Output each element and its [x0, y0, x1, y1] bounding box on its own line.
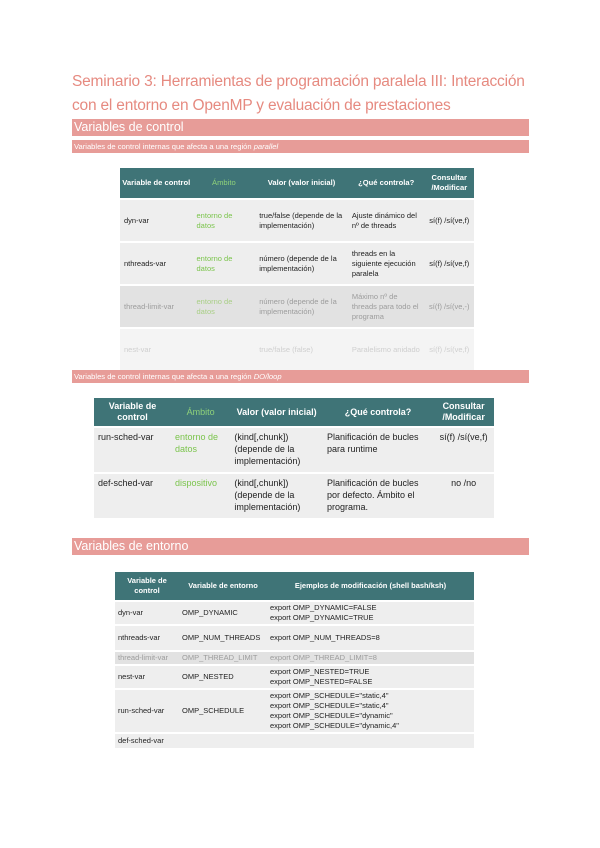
- cell-examples: [267, 665, 474, 689]
- table-header-row: [94, 398, 494, 427]
- cell-query: sí(f) /sí(ve,f): [433, 427, 494, 473]
- subheading-loop-em: DO/loop: [253, 372, 282, 381]
- cell-controls: threads en la siguiente ejecución paralela: [348, 242, 425, 285]
- col-header-examples: Ejemplos de modificación (shell bash/ksh): [267, 572, 474, 601]
- cell-variable: nest-var: [120, 328, 193, 370]
- section-heading-control-vars: Variables de control: [72, 119, 529, 136]
- cell-examples: [267, 733, 474, 748]
- env-vars-table: [115, 572, 474, 748]
- subheading-parallel: [72, 140, 529, 153]
- table-row: [120, 285, 474, 328]
- cell-query: sí(f) /sí(ve,f): [425, 199, 475, 242]
- example-line: export OMP_DYNAMIC=TRUE: [270, 613, 374, 622]
- example-line: export OMP_NUM_THREADS=8: [270, 633, 380, 642]
- table-row: [120, 328, 474, 370]
- cell-control-var: dyn-var: [115, 601, 179, 625]
- cell-controls: Paralelismo anidado: [348, 328, 425, 370]
- example-line: export OMP_DYNAMIC=FALSE: [270, 603, 377, 612]
- cell-control-var: def-sched-var: [115, 733, 179, 748]
- cell-examples: [267, 601, 474, 625]
- cell-control-var: nthreads-var: [115, 625, 179, 651]
- cell-controls: Ajuste dinámico del nº de threads: [348, 199, 425, 242]
- cell-scope: entorno de datos: [193, 285, 256, 328]
- cell-variable: nthreads-var: [120, 242, 193, 285]
- col-header-scope: Ámbito: [171, 398, 230, 427]
- table-row: [115, 651, 474, 665]
- col-header-value: Valor (valor inicial): [230, 398, 323, 427]
- example-line: export OMP_SCHEDULE="dynamic": [270, 711, 393, 720]
- cell-query: sí(f) /sí(ve,f): [425, 328, 475, 370]
- table-row: [115, 689, 474, 733]
- document-title: Seminario 3: Herramientas de programación paralela III: Interacción con el entorno en OpenMP y evaluación de prestaciones: [72, 73, 525, 114]
- col-header-value: Valor (valor inicial): [255, 168, 348, 199]
- cell-scope: [193, 328, 256, 370]
- cell-env-var: OMP_DYNAMIC: [179, 601, 267, 625]
- cell-value: número (depende de la implementación): [255, 285, 348, 328]
- table-header-row: [120, 168, 474, 199]
- cell-env-var: OMP_NESTED: [179, 665, 267, 689]
- col-header-controls: ¿Qué controla?: [323, 398, 433, 427]
- cell-variable: def-sched-var: [94, 473, 171, 518]
- example-line: export OMP_NESTED=FALSE: [270, 677, 373, 686]
- cell-controls: Planificación de bucles para runtime: [323, 427, 433, 473]
- cell-controls: Planificación de bucles por defecto. Ámbito el programa.: [323, 473, 433, 518]
- cell-examples: [267, 651, 474, 665]
- col-header-variable: Variable de control: [94, 398, 171, 427]
- control-vars-loop-table: [94, 398, 494, 518]
- cell-control-var: thread-limit-var: [115, 651, 179, 665]
- cell-value: true/false (false): [255, 328, 348, 370]
- subheading-loop: [72, 370, 529, 383]
- cell-variable: thread-limit-var: [120, 285, 193, 328]
- cell-examples: [267, 625, 474, 651]
- example-line: export OMP_THREAD_LIMIT=8: [270, 653, 377, 662]
- example-line: export OMP_SCHEDULE="static,4": [270, 701, 389, 710]
- control-vars-parallel-table: [120, 168, 474, 370]
- cell-examples: [267, 689, 474, 733]
- subheading-parallel-em: parallel: [253, 142, 279, 151]
- example-line: export OMP_SCHEDULE="static,4": [270, 691, 389, 700]
- cell-env-var: [179, 733, 267, 748]
- cell-value: número (depende de la implementación): [255, 242, 348, 285]
- subheading-parallel-text: Variables de control internas que afecta a una región: [74, 142, 254, 151]
- table-row: [115, 601, 474, 625]
- table-row: [115, 733, 474, 748]
- col-header-scope: Ámbito: [193, 168, 256, 199]
- example-line: export OMP_NESTED=TRUE: [270, 667, 370, 676]
- col-header-controls: ¿Qué controla?: [348, 168, 425, 199]
- cell-query: sí(f) /sí(ve,-): [425, 285, 475, 328]
- cell-value: (kind[,chunk]) (depende de la implementación): [230, 427, 323, 473]
- cell-value: (kind[,chunk]) (depende de la implementación): [230, 473, 323, 518]
- col-header-variable: Variable de control: [120, 168, 193, 199]
- col-header-control-var: Variable de control: [115, 572, 179, 601]
- cell-control-var: nest-var: [115, 665, 179, 689]
- cell-variable: dyn-var: [120, 199, 193, 242]
- table-row: [120, 242, 474, 285]
- table-row: [94, 427, 494, 473]
- section-heading-env-vars: Variables de entorno: [72, 538, 529, 555]
- cell-env-var: OMP_NUM_THREADS: [179, 625, 267, 651]
- cell-scope: entorno de datos: [193, 199, 256, 242]
- cell-env-var: OMP_THREAD_LIMIT: [179, 651, 267, 665]
- col-header-query: Consultar /Modificar: [425, 168, 475, 199]
- cell-controls: Máximo nº de threads para todo el programa: [348, 285, 425, 328]
- table-row: [115, 625, 474, 651]
- table-row: [94, 473, 494, 518]
- col-header-query: Consultar /Modificar: [433, 398, 494, 427]
- table-row: [115, 665, 474, 689]
- cell-scope: dispositivo: [171, 473, 230, 518]
- cell-query: sí(f) /sí(ve,f): [425, 242, 475, 285]
- col-header-env-var: Variable de entorno: [179, 572, 267, 601]
- cell-scope: entorno de datos: [193, 242, 256, 285]
- cell-env-var: OMP_SCHEDULE: [179, 689, 267, 733]
- table-header-row: [115, 572, 474, 601]
- cell-control-var: run-sched-var: [115, 689, 179, 733]
- table-row: [120, 199, 474, 242]
- cell-variable: run-sched-var: [94, 427, 171, 473]
- cell-query: no /no: [433, 473, 494, 518]
- cell-scope: entorno de datos: [171, 427, 230, 473]
- cell-value: true/false (depende de la implementación): [255, 199, 348, 242]
- example-line: export OMP_SCHEDULE="dynamic,4": [270, 721, 399, 730]
- subheading-loop-text: Variables de control internas que afecta a una región: [74, 372, 254, 381]
